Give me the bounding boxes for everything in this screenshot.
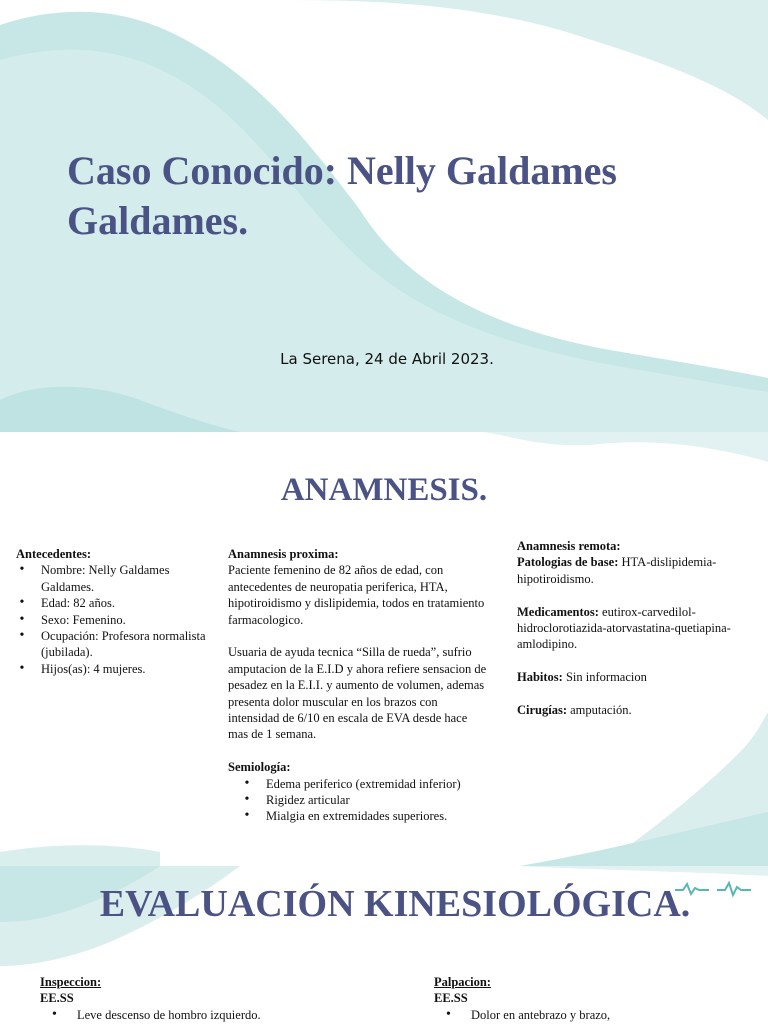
anamnesis-proxima-paragraph-1: Paciente femenino de 82 años de edad, con antecedentes de neuropatia periferica, HTA, hipotiroidismo y dislipidemia, todos en tratamiento farmacologico.	[228, 563, 485, 627]
medicamentos-label: Medicamentos:	[517, 604, 599, 619]
slide1-subtitle: La Serena, 24 de Abril 2023.	[280, 350, 494, 368]
antecedentes-list	[16, 562, 216, 677]
anamnesis-proxima-paragraph-2: Usuaria de ayuda tecnica “Silla de rueda”, sufrio amputacion de la E.I.D y ahora refiere sensacion de pesadez en la E.I.I. y aumento de volumen, ademas presenta dolor muscular en los brazos con intensidad de 6/10 en escala de EVA desde hace mas de 1 semana.	[228, 645, 487, 742]
title-slide	[0, 0, 768, 432]
list-item: • Dolor en antebrazo y brazo,	[471, 1007, 754, 1023]
anamnesis-proxima-heading: Anamnesis proxima:	[228, 547, 339, 561]
anamnesis-proxima-column	[228, 546, 490, 825]
inspeccion-column	[40, 974, 370, 1023]
antecedentes-heading: Antecedentes:	[16, 547, 91, 561]
antecedentes-column	[16, 546, 216, 677]
medicamentos-value: eutirox-carvedilol-hidroclorotiazida-atorvastatina-quetiapina-amlodipino.	[517, 604, 731, 652]
anamnesis-remota-column	[517, 538, 747, 718]
list-item: • Leve descenso de hombro izquierdo.	[77, 1007, 370, 1023]
evaluacion-slide	[0, 866, 768, 1024]
list-item: • Mialgia en extremidades superiores.	[266, 808, 490, 824]
inspeccion-list	[40, 1007, 370, 1023]
medicamentos-line	[517, 604, 747, 653]
inspeccion-heading: Inspeccion:	[40, 975, 102, 989]
slide2-title: ANAMNESIS.	[280, 472, 488, 508]
patologias-value: HTA-dislipidemia-hipotiroidismo.	[517, 555, 717, 586]
patologias-line	[517, 554, 747, 587]
palpacion-column	[434, 974, 754, 1023]
inspeccion-sub: EE.SS	[40, 991, 74, 1006]
list-item: • Sexo: Femenino.	[41, 612, 216, 628]
palpacion-sub: EE.SS	[434, 991, 468, 1006]
habitos-value: Sin informacion	[562, 670, 647, 685]
palpacion-heading: Palpacion:	[434, 975, 491, 989]
slide1-title: Caso Conocido: Nelly Galdames Galdames.	[67, 148, 617, 243]
slide3-title: EVALUACIÓN KINESIOLÓGICA.	[99, 883, 691, 925]
list-item: • Ocupación: Profesora normalista (jubilada).	[41, 628, 216, 661]
habitos-line	[517, 669, 747, 685]
cirugias-line	[517, 702, 747, 718]
anamnesis-remota-heading: Anamnesis remota:	[517, 539, 621, 553]
anamnesis-slide	[0, 432, 768, 866]
patologias-label: Patologias de base:	[517, 555, 619, 570]
list-item: • Nombre: Nelly Galdames Galdames.	[41, 562, 216, 595]
semiologia-heading: Semiología:	[228, 760, 291, 775]
palpacion-list	[434, 1007, 754, 1023]
cirugias-value: amputación.	[567, 703, 632, 718]
list-item: • Rigidez articular	[266, 792, 490, 808]
habitos-label: Habitos:	[517, 670, 563, 685]
list-item: • Hijos(as): 4 mujeres.	[41, 661, 216, 677]
list-item: • Edad: 82 años.	[41, 595, 216, 611]
list-item: • Edema periferico (extremidad inferior)	[266, 776, 490, 792]
cirugias-label: Cirugías:	[517, 703, 567, 718]
semiologia-list	[228, 776, 490, 825]
